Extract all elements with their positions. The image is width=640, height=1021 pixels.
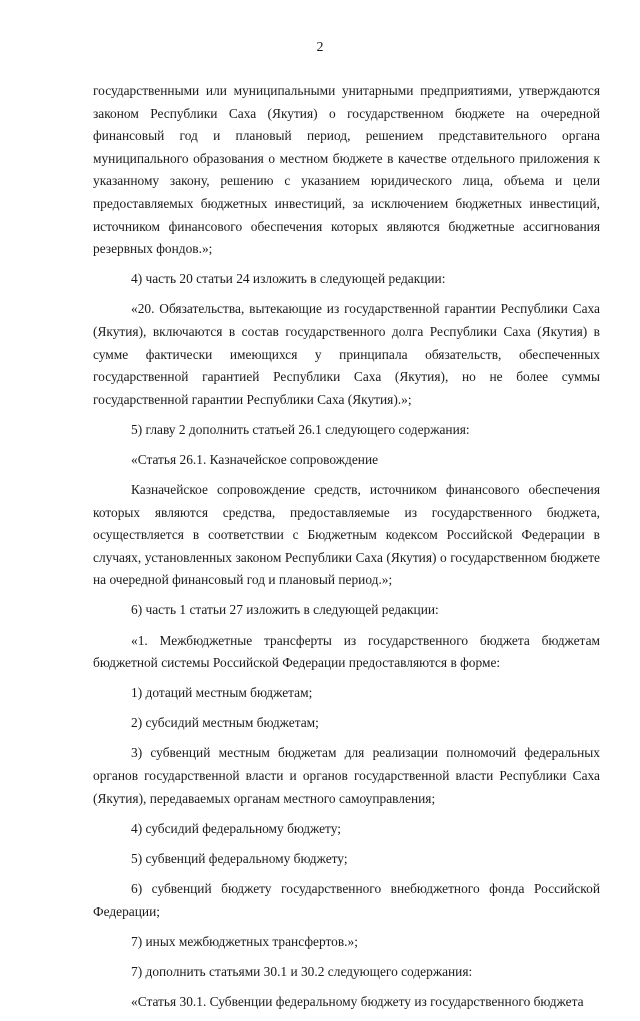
- paragraph-item-4: 4) часть 20 статьи 24 изложить в следующей редакции:: [131, 271, 446, 287]
- list-item-5: 5) субвенций федеральному бюджету;: [131, 850, 348, 866]
- page-number: 2: [316, 40, 324, 55]
- paragraph-article-26-1-title: «Статья 26.1. Казначейское сопровождение: [131, 451, 379, 467]
- paragraph-part-1: «1. Межбюджетные трансферты из государственного бюджета бюджетам бюджетной системы Российской Федерации предоставляются в форме:: [93, 632, 600, 671]
- list-item-6: 6) субвенций бюджету государственного внебюджетного фонда Российской Федерации;: [93, 880, 600, 919]
- list-item-7: 7) иных межбюджетных трансфертов.»;: [131, 933, 358, 949]
- paragraph-item-6: 6) часть 1 статьи 27 изложить в следующей редакции:: [131, 602, 439, 618]
- paragraph-article-30-1-title: «Статья 30.1. Субвенции федеральному бюджету из государственного бюджета: [131, 993, 584, 1009]
- list-item-1: 1) дотаций местным бюджетам;: [131, 685, 313, 701]
- list-item-3: 3) субвенций местным бюджетам для реализации полномочий федеральных органов государственной власти и органов государственной власти Республики Саха (Якутия), передаваемых органам местного самоуправления;: [93, 745, 600, 806]
- paragraph-item-7: 7) дополнить статьями 30.1 и 30.2 следующего содержания:: [131, 963, 473, 979]
- body-text: [93, 80, 600, 1021]
- paragraph-part-20: «20. Обязательства, вытекающие из государственной гарантии Республики Саха (Якутия), включаются в состав государственного долга Республики Саха (Якутия) в сумме фактически имеющихся у принципала обязательств, обеспеченных государственной гарантией Республики Саха (Якутия), но не более суммы государственной гарантии Республики Саха (Якутия).»;: [93, 301, 600, 407]
- paragraph-item-5: 5) главу 2 дополнить статьей 26.1 следующего содержания:: [131, 421, 470, 437]
- paragraph-article-26-1-body: Казначейское сопровождение средств, источником финансового обеспечения которых являются средства, предоставляемые из государственного бюджета, осуществляется в соответствии с Бюджетным кодексом Российской Федерации в случаях, установленных законом Республики Саха (Якутия) о государственном бюджете на очередной финансовый год и плановый период.»;: [93, 482, 600, 588]
- list-item-4: 4) субсидий федеральному бюджету;: [131, 820, 341, 836]
- paragraph-continuation: государственными или муниципальными унитарными предприятиями, утверждаются законом Республики Саха (Якутия) о государственном бюджете на очередной финансовый год и плановый период, решением представительного органа муниципального образования о местном бюджете в качестве отдельного приложения к указанному закону, решению с указанием юридического лица, объема и цели предоставляемых бюджетных инвестиций, за исключением бюджетных инвестиций, источником финансового обеспечения которых являются бюджетные ассигнования резервных фондов.»;: [93, 83, 600, 257]
- list-item-2: 2) субсидий местным бюджетам;: [131, 715, 319, 731]
